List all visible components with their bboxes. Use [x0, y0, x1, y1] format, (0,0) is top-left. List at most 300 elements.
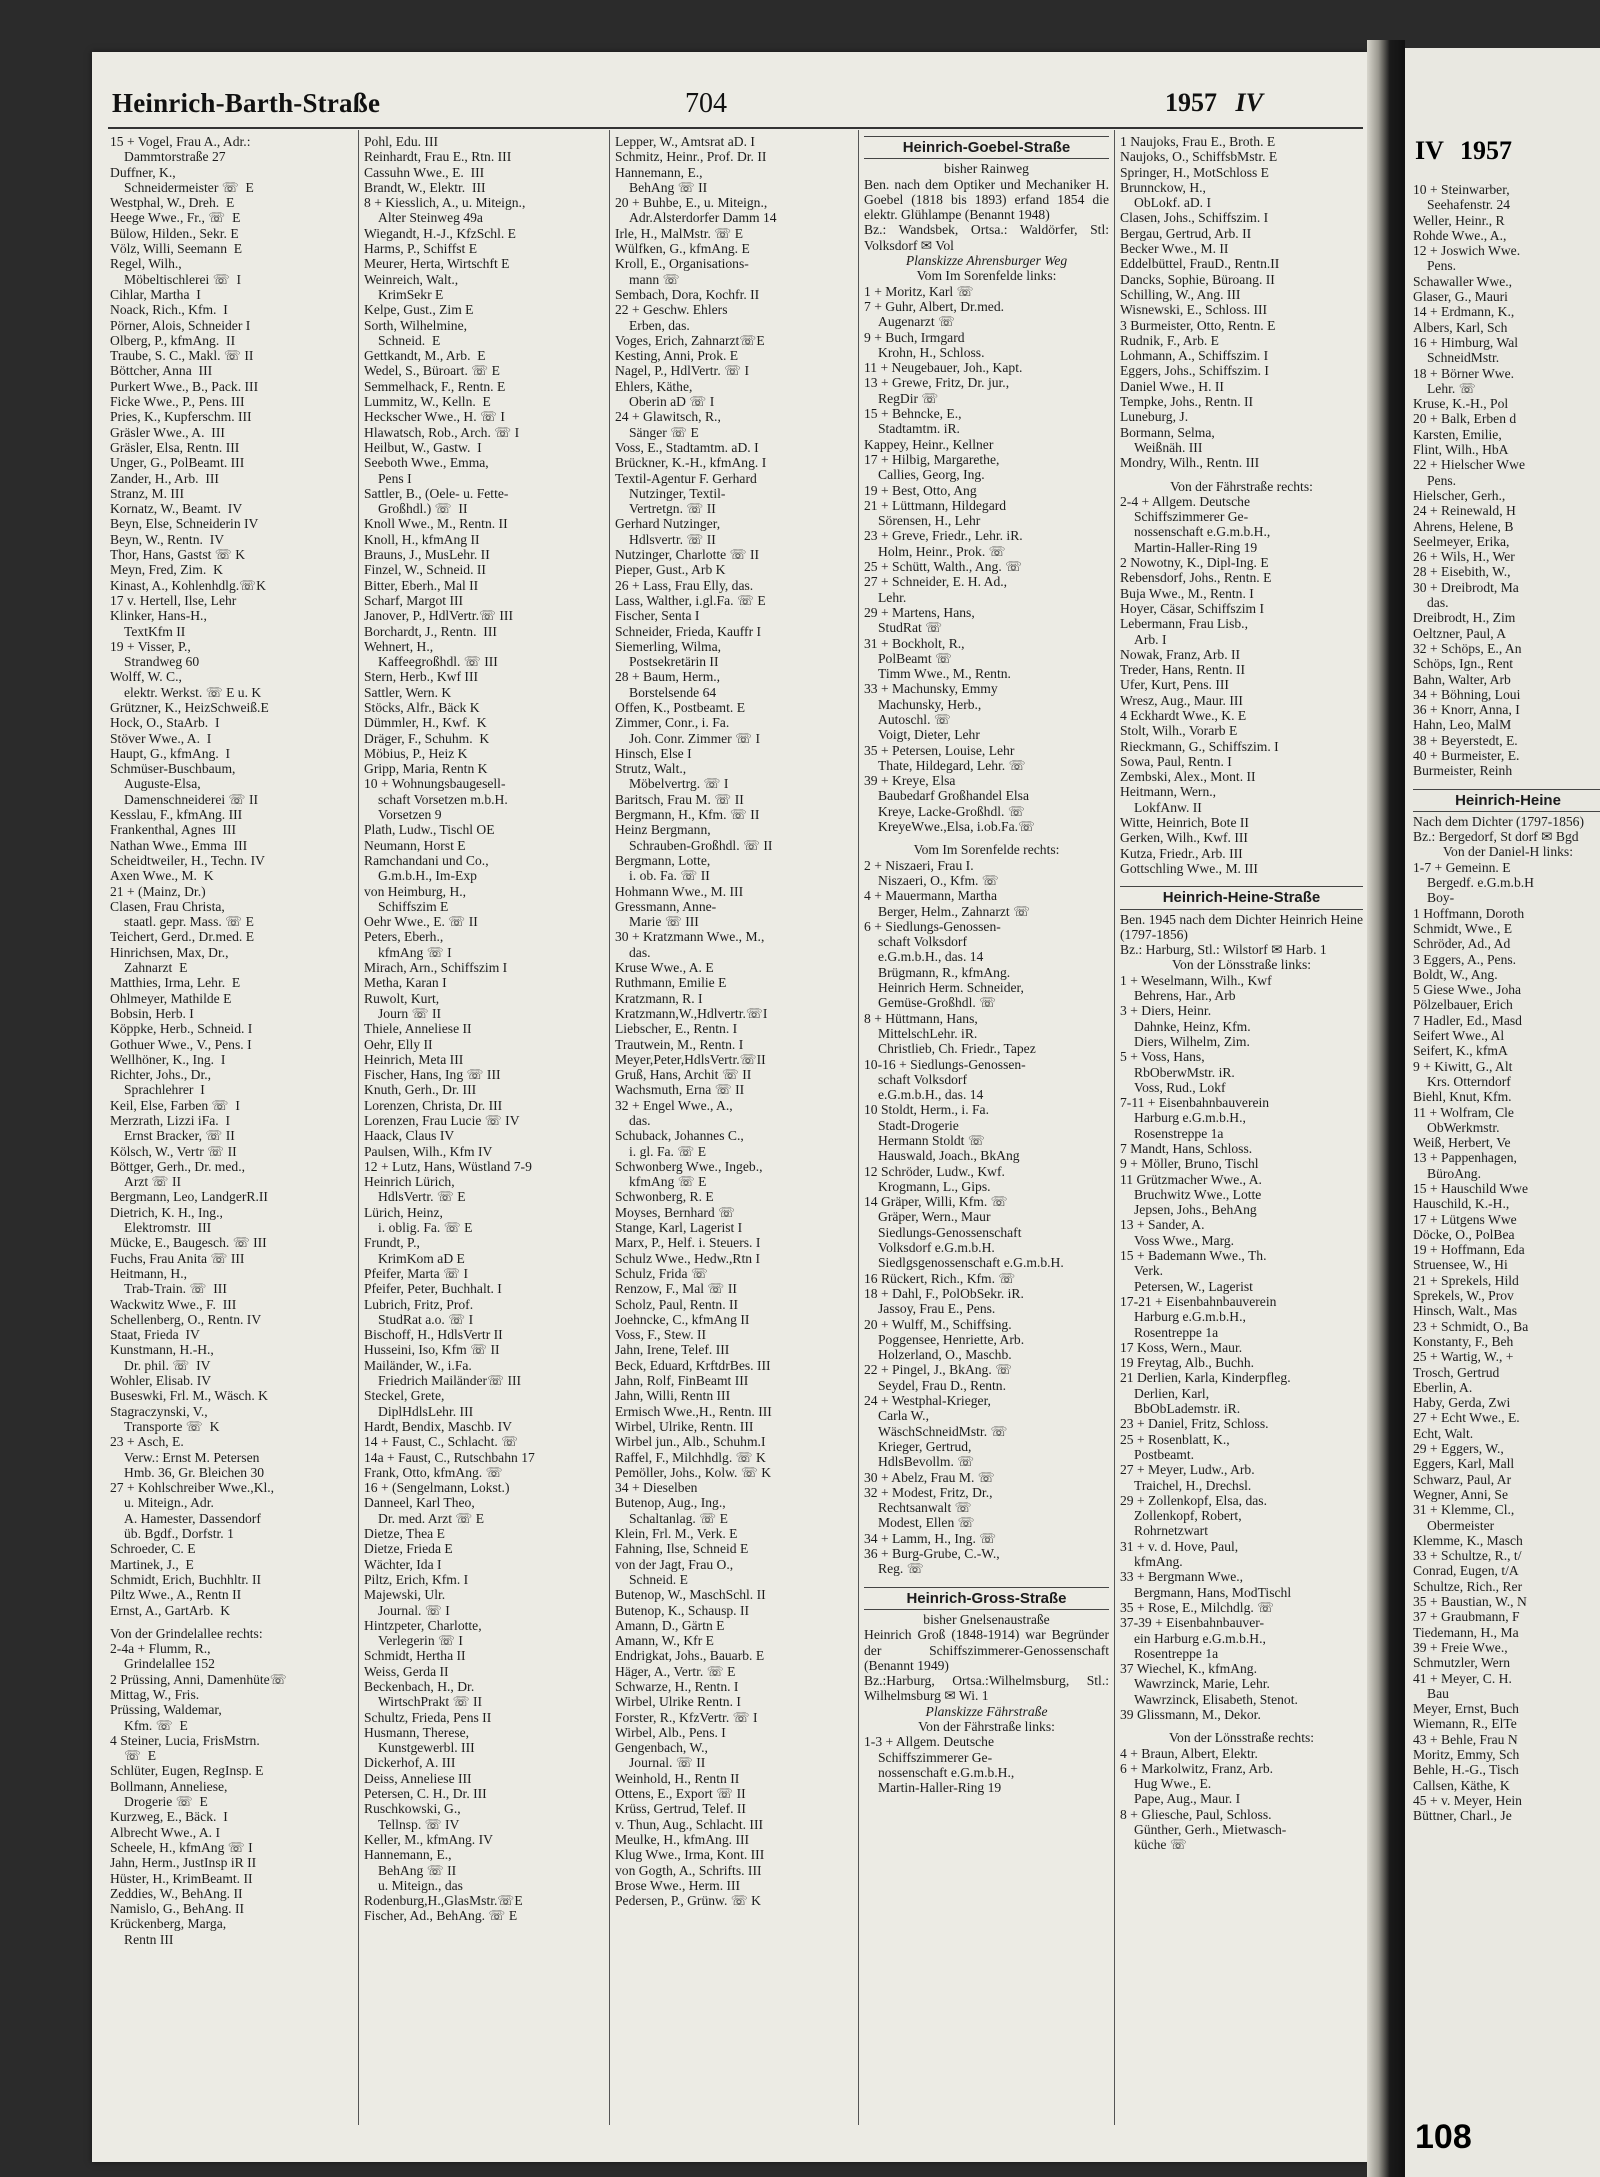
- directory-entry: Bergmann, Lotte,: [615, 852, 711, 868]
- directory-entry: Meulke, H., kfmAng. III: [615, 1831, 750, 1847]
- directory-entry-continuation: HdlsVertr. ☏ E: [378, 1189, 466, 1205]
- directory-entry-continuation: e.G.m.b.H., das. 14: [878, 1087, 984, 1103]
- directory-entry: 34 + Dieselben: [615, 1480, 698, 1496]
- directory-entry: 14 + Erdmann, K.,: [1413, 304, 1515, 320]
- directory-entry-continuation: Transporte ☏ K: [124, 1418, 220, 1434]
- directory-entry: Nowak, Franz, Arb. II: [1120, 646, 1241, 662]
- column-5: [1120, 134, 1363, 2137]
- directory-entry: Stange, Karl, Lagerist I: [615, 1220, 743, 1236]
- directory-entry: Endrigkat, Johs., Bauarb. E: [615, 1648, 765, 1664]
- directory-entry-continuation: Martin-Haller-Ring 19: [878, 1780, 1002, 1796]
- directory-entry-continuation: Schiffszimmerer Ge-: [878, 1749, 993, 1765]
- directory-entry-continuation: i. ob. Fa. ☏ II: [629, 868, 710, 884]
- directory-entry: Ottens, E., Export ☏ II: [615, 1786, 746, 1802]
- directory-entry-continuation: Arzt ☏ II: [124, 1174, 182, 1190]
- directory-entry: 32 + Schöps, E., An: [1413, 640, 1522, 656]
- directory-entry: 29 + Martens, Hans,: [864, 604, 975, 620]
- directory-entry: Schneider, Frieda, Kauffr I: [615, 623, 762, 639]
- directory-entry: Gothuer Wwe., V., Pens. I: [110, 1036, 252, 1052]
- directory-entry: 1 Hoffmann, Doroth: [1413, 905, 1525, 921]
- directory-entry: Gressmann, Anne-: [615, 898, 717, 914]
- directory-entry: Raffel, F., Milchhdlg. ☏ K: [615, 1449, 766, 1465]
- directory-entry-continuation: StudRat ☏: [878, 620, 943, 636]
- directory-entry: Jahn, Herm., JustInsp iR II: [110, 1855, 257, 1871]
- directory-entry-continuation: Seehafenstr. 24: [1427, 197, 1511, 213]
- directory-entry: 35 + Rose, E., Milchdlg. ☏: [1120, 1599, 1275, 1615]
- directory-entry: Mailänder, W., i.Fa.: [364, 1357, 472, 1373]
- directory-entry: Stolt, Wilh., Vorarb E: [1120, 723, 1238, 739]
- directory-entry: Häger, A., Vertr. ☏ E: [615, 1663, 736, 1679]
- directory-entry: Haby, Gerda, Zwi: [1413, 1395, 1511, 1411]
- directory-entry-continuation: Lehr.: [878, 589, 907, 605]
- directory-entry-continuation: LokfAnw. II: [1134, 799, 1202, 815]
- directory-entry: 13 + Pappenhagen,: [1413, 1150, 1517, 1166]
- directory-entry: 33 + Bergmann Wwe.,: [1120, 1569, 1244, 1585]
- directory-entry-continuation: Poggensee, Henriette, Arb.: [878, 1331, 1025, 1347]
- directory-entry: Pörner, Alois, Schneider I: [110, 317, 251, 333]
- directory-entry: Ramchandani und Co.,: [364, 852, 489, 868]
- directory-entry: Martinek, J., E: [110, 1556, 194, 1572]
- directory-entry-continuation: Alter Steinweg 49a: [378, 210, 483, 226]
- directory-entry-continuation: Boy-: [1427, 890, 1455, 906]
- directory-entry: 26 + Wils, H., Wer: [1413, 549, 1515, 565]
- directory-entry-continuation: üb. Bgdf., Dorfstr. 1: [124, 1526, 234, 1542]
- directory-entry: 32 + Engel Wwe., A.,: [615, 1097, 733, 1113]
- directory-entry: Stagraczynski, V.,: [110, 1403, 208, 1419]
- directory-entry: Matthies, Irma, Lehr. E: [110, 975, 241, 991]
- directory-entry: 27 + Schneider, E. H. Ad.,: [864, 574, 1008, 590]
- directory-entry-continuation: u. Miteign., Adr.: [124, 1495, 214, 1511]
- directory-entry-continuation: Journ ☏ II: [378, 1005, 442, 1021]
- directory-entry: 18 + Dahl, F., PolObSekr. iR.: [864, 1285, 1024, 1301]
- directory-entry: Regel, Wilh.,: [110, 256, 182, 272]
- adjacent-page: [1405, 48, 1600, 2177]
- directory-entry-continuation: Pens.: [1427, 258, 1457, 274]
- directory-entry: Haack, Claus IV: [364, 1128, 455, 1144]
- directory-entry: Frank, Otto, kfmAng. ☏: [364, 1464, 503, 1480]
- directory-entry: Brose Wwe., Herm. III: [615, 1877, 741, 1893]
- directory-entry-continuation: Verlegerin ☏ I: [378, 1633, 463, 1649]
- directory-entry: Brandt, W., Elektr. III: [364, 179, 486, 195]
- directory-entry: Siemerling, Wilma,: [615, 638, 722, 654]
- directory-entry: 17 + Hilbig, Margarethe,: [864, 451, 1000, 467]
- year-text: 1957: [1165, 88, 1217, 117]
- directory-entry: Amann, D., Gärtn E: [615, 1617, 725, 1633]
- directory-entry-continuation: Heinrich Herm. Schneider,: [878, 980, 1024, 996]
- section-note: Vom Im Sorenfelde links:: [916, 268, 1057, 284]
- directory-entry: 11 + Neugebauer, Joh., Kapt.: [864, 360, 1023, 376]
- directory-entry: Voss, E., Stadtamtm. aD. I: [615, 439, 759, 455]
- directory-entry-continuation: Journal. ☏ II: [629, 1755, 706, 1771]
- directory-entry: Schröder, Ad., Ad: [1413, 936, 1511, 952]
- directory-entry-continuation: Hdlsvertr. ☏ II: [629, 531, 716, 547]
- directory-entry: Brauns, J., MusLehr. II: [364, 547, 490, 563]
- directory-entry-continuation: BehAng ☏ II: [629, 179, 708, 195]
- section-note: Von der Fährstraße rechts:: [1170, 478, 1313, 494]
- directory-entry: Boldt, W., Ang.: [1413, 966, 1498, 982]
- directory-entry: Cassuhn Wwe., E. III: [364, 164, 485, 180]
- directory-entry: Bergmann, Leo, LandgerR.II: [110, 1189, 268, 1205]
- directory-entry: 4 Eckhardt Wwe., K. E: [1120, 707, 1247, 723]
- directory-entry-continuation: Autoschl. ☏: [878, 711, 951, 727]
- directory-entry-continuation: Sänger ☏ E: [629, 424, 699, 440]
- directory-entry: Wirbel, Ulrike, Rentn. III: [615, 1418, 754, 1434]
- directory-entry: 12 + Lutz, Hans, Wüstland 7-9: [364, 1158, 532, 1174]
- directory-entry: Kölsch, W., Vertr ☏ II: [110, 1143, 237, 1159]
- directory-entry-continuation: MittelschLehr. iR.: [878, 1025, 978, 1041]
- directory-entry: 12 + Joswich Wwe.: [1413, 243, 1521, 259]
- directory-entry-continuation: nossenschaft e.G.m.b.H.,: [1134, 524, 1271, 540]
- column-divider: [609, 130, 610, 2125]
- directory-entry: Schwarz, Paul, Ar: [1413, 1471, 1512, 1487]
- directory-entry-continuation: Sprachlehrer I: [124, 1082, 205, 1098]
- street-description: Bz.: Harburg, Stl.: Wilstorf ✉ Harb. 1: [1120, 942, 1327, 958]
- directory-entry: Ahrens, Helene, B: [1413, 518, 1514, 534]
- directory-entry: 33 + Schultze, R., t/: [1413, 1548, 1522, 1564]
- directory-entry: Büttner, Charl., Je: [1413, 1808, 1512, 1824]
- directory-entry: Amann, W., Kfr E: [615, 1633, 714, 1649]
- directory-entry: Pfeifer, Peter, Buchhalt. I: [364, 1281, 502, 1297]
- directory-entry-continuation: Bergedf. e.G.m.b.H: [1427, 875, 1534, 891]
- directory-entry-continuation: KrimSekr E: [378, 286, 444, 302]
- directory-entry-continuation: Auguste-Elsa,: [124, 776, 201, 792]
- directory-entry: Oeltzner, Paul, A: [1413, 625, 1507, 641]
- directory-entry: Tiedemann, H., Ma: [1413, 1624, 1519, 1640]
- directory-entry: 41 + Meyer, C. H.: [1413, 1670, 1512, 1686]
- directory-entry-continuation: Möbeltischlerei ☏ I: [124, 271, 242, 287]
- directory-entry: Purkert Wwe., B., Pack. III: [110, 378, 259, 394]
- directory-entry-continuation: Thate, Hildegard, Lehr. ☏: [878, 757, 1026, 773]
- directory-entry: Scheidtweiler, H., Techn. IV: [110, 852, 265, 868]
- directory-entry: Meyer,Peter,HdlsVertr.☏II: [615, 1051, 766, 1067]
- street-description: Bz.: Bergedorf, St dorf ✉ Bgd: [1413, 829, 1579, 845]
- directory-entry-continuation: ☏ E: [124, 1748, 157, 1764]
- directory-entry: 40 + Burmeister, E.: [1413, 747, 1520, 763]
- directory-entry-continuation: Krogmann, L., Gips.: [878, 1178, 991, 1194]
- directory-entry-continuation: Oberin aD ☏ I: [629, 394, 715, 410]
- directory-entry: 2-4 + Allgem. Deutsche: [1120, 493, 1250, 509]
- directory-entry-continuation: Pape, Aug., Maur. I: [1134, 1791, 1241, 1807]
- directory-entry: Ermisch Wwe.,H., Rentn. III: [615, 1403, 772, 1419]
- directory-entry: Butenop, W., MaschSchl. II: [615, 1587, 766, 1603]
- directory-entry: Fischer, Senta I: [615, 608, 700, 624]
- directory-entry: Treder, Hans, Rentn. II: [1120, 662, 1246, 678]
- directory-entry: 19 + Visser, P.,: [110, 638, 191, 654]
- directory-entry-continuation: kfmAng ☏ E: [629, 1174, 707, 1190]
- directory-entry: 20 + Buhbe, E., u. Miteign.,: [615, 195, 768, 211]
- directory-entry: Seeboth Wwe., Emma,: [364, 455, 489, 471]
- directory-entry: 4 + Mauermann, Martha: [864, 888, 997, 904]
- directory-entry: Völz, Willi, Seemann E: [110, 241, 243, 257]
- directory-entry: 43 + Behle, Frau N: [1413, 1731, 1518, 1747]
- directory-entry-continuation: ObWerkmstr.: [1427, 1119, 1500, 1135]
- directory-entry: Jahn, Rolf, FinBeamt III: [615, 1373, 749, 1389]
- directory-entry: Unger, G., PolBeamt. III: [110, 455, 245, 471]
- directory-entry: Naujoks, O., SchiffsbMstr. E: [1120, 149, 1278, 165]
- directory-entry: Weller, Heinr., R: [1413, 212, 1505, 228]
- directory-entry-continuation: Harburg e.G.m.b.H.,: [1134, 1309, 1246, 1325]
- directory-entry: Hinrichsen, Max, Dr.,: [110, 944, 229, 960]
- directory-entry: 13 + Grewe, Fritz, Dr. jur.,: [864, 375, 1010, 391]
- directory-entry: Hohmann Wwe., M. III: [615, 883, 744, 899]
- directory-entry: Eggers, Johs., Schiffszim. I: [1120, 363, 1269, 379]
- directory-entry: Schulz, Frida ☏: [615, 1265, 708, 1281]
- directory-entry: Eddelbüttel, FrauD., Rentn.II: [1120, 256, 1280, 272]
- directory-entry-continuation: Holzerland, O., Maschb.: [878, 1347, 1012, 1363]
- directory-entry: Heilbut, W., Gastw. I: [364, 439, 482, 455]
- directory-entry-continuation: Pens I: [378, 470, 412, 486]
- directory-entry-continuation: Schiffszimmerer Ge-: [1134, 509, 1249, 525]
- directory-entry-continuation: das.: [629, 944, 651, 960]
- directory-entry-continuation: WirtschPrakt ☏ II: [378, 1694, 483, 1710]
- directory-entry: v. Thun, Aug., Schlacht. III: [615, 1816, 763, 1832]
- directory-entry: Schulz Wwe., Hedw.,Rtn I: [615, 1250, 760, 1266]
- directory-entry-continuation: Gemüse-Großhdl. ☏: [878, 995, 997, 1011]
- directory-entry: Flint, Wilh., HbA: [1413, 442, 1509, 458]
- directory-entry-continuation: Vertretgn. ☏ II: [629, 501, 716, 517]
- adjacent-header-year: 1957: [1459, 136, 1512, 165]
- directory-entry: 10 + Steinwarber,: [1413, 182, 1510, 197]
- directory-entry: Pries, K., Kupferschm. III: [110, 409, 252, 425]
- directory-entry: Knuth, Gerh., Dr. III: [364, 1082, 477, 1098]
- map-reference: Planskizze Ahrensburger Weg: [905, 253, 1068, 269]
- directory-entry-continuation: Schiffszim E: [378, 898, 449, 914]
- directory-entry-continuation: küche ☏: [1134, 1837, 1187, 1853]
- directory-entry-continuation: Weißnäh. III: [1134, 439, 1203, 455]
- directory-entry-continuation: Kreye, Lacke-Großhdl. ☏: [878, 803, 1025, 819]
- directory-entry-continuation: Rechtsanwalt ☏: [878, 1500, 972, 1516]
- directory-entry: 23 + Schmidt, O., Ba: [1413, 1318, 1529, 1334]
- directory-entry-continuation: KreyeWwe.,Elsa, i.ob.Fa.☏: [878, 819, 1036, 835]
- directory-entry: 17 v. Hertell, Ilse, Lehr: [110, 592, 237, 608]
- directory-entry-continuation: Strandweg 60: [124, 654, 200, 670]
- directory-entry: Husseini, Iso, Kfm ☏ II: [364, 1342, 500, 1358]
- directory-entry: Albers, Karl, Sch: [1413, 319, 1508, 335]
- directory-entry: 30 + Abelz, Frau M. ☏: [864, 1469, 995, 1485]
- directory-entry: 31 + Klemme, Cl.,: [1413, 1502, 1515, 1518]
- directory-entry: Hielscher, Gerh.,: [1413, 487, 1506, 503]
- street-description: Nach dem Dichter (1797-1856): [1413, 813, 1584, 829]
- directory-entry-continuation: Rosentreppe 1a: [1134, 1324, 1219, 1340]
- directory-entry: Piltz Wwe., A., Rentn II: [110, 1587, 242, 1603]
- directory-entry: 2-4a + Flumm, R.,: [110, 1641, 211, 1657]
- directory-entry: Klein, Frl. M., Verk. E: [615, 1526, 738, 1542]
- directory-entry: Semmelhack, F., Rentn. E: [364, 378, 506, 394]
- directory-entry-continuation: Zahnarzt E: [124, 960, 188, 976]
- directory-entry: Borchardt, J., Rentn. III: [364, 623, 497, 639]
- directory-entry-continuation: Obermeister: [1427, 1517, 1495, 1533]
- directory-entry-continuation: G.m.b.H., Im-Exp: [378, 868, 477, 884]
- directory-entry: 20 + Balk, Erben d: [1413, 411, 1517, 427]
- street-description: Ben. nach dem Optiker und Mechaniker H. Goebel (1818 bis 1893) erfand 1854 die elektr. Glühlampe (Benannt 1948): [864, 176, 1109, 223]
- directory-entry: 14 Gräper, Willi, Kfm. ☏: [864, 1194, 1008, 1210]
- directory-entry: Lebermann, Frau Lisb.,: [1120, 616, 1248, 632]
- directory-entry-continuation: Tellnsp. ☏ IV: [378, 1816, 460, 1832]
- directory-entry: Wisnewski, E., Schloss. III: [1120, 302, 1268, 318]
- spacer: [1413, 779, 1600, 787]
- directory-entry-continuation: Brügmann, R., kfmAng.: [878, 964, 1011, 980]
- directory-entry: Scharf, Margot III: [364, 592, 464, 608]
- directory-entry-continuation: Holm, Heinr., Prok. ☏: [878, 543, 1006, 559]
- directory-entry: 36 + Burg-Grube, C.-W.,: [864, 1546, 1000, 1562]
- directory-entry: Bahn, Walter, Arb: [1413, 671, 1511, 687]
- directory-entry: 30 + Kratzmann Wwe., M.,: [615, 929, 765, 945]
- directory-entry: Wächter, Ida I: [364, 1556, 442, 1572]
- directory-entry: Bollmann, Anneliese,: [110, 1778, 228, 1794]
- directory-entry: Mondry, Wilh., Rentn. III: [1120, 455, 1260, 471]
- directory-entry: Grützner, K., HeizSchweiß.E: [110, 699, 269, 715]
- directory-entry: 15 + Vogel, Frau A., Adr.:: [110, 134, 251, 149]
- directory-entry: 33 + Machunsky, Emmy: [864, 681, 998, 697]
- directory-entry: Schawaller Wwe.,: [1413, 273, 1513, 289]
- directory-entry: Ficke Wwe., P., Pens. III: [110, 394, 245, 410]
- directory-entry-continuation: Schrauben-Großhdl. ☏ II: [629, 837, 773, 853]
- directory-entry: 2 + Niszaeri, Frau I.: [864, 857, 974, 873]
- directory-entry-continuation: Martin-Haller-Ring 19: [1134, 539, 1258, 555]
- directory-entry: Lubrich, Fritz, Prof.: [364, 1296, 474, 1312]
- directory-entry: Hannemann, E.,: [615, 164, 703, 180]
- directory-entry-continuation: elektr. Werkst. ☏ E u. K: [124, 684, 262, 700]
- directory-entry: Hinsch, Walt., Mas: [1413, 1303, 1517, 1319]
- directory-entry-continuation: Friedrich Mailänder☏ III: [378, 1373, 522, 1389]
- directory-entry: 12 Schröder, Ludw., Kwf.: [864, 1163, 1005, 1179]
- section-note: Von der Lönsstraße links:: [1171, 957, 1312, 973]
- column-2: [364, 134, 604, 2137]
- directory-entry: Daniel Wwe., H. II: [1120, 378, 1224, 394]
- spacer: [864, 1577, 1109, 1585]
- street-heading: Heinrich-Goebel-Straße: [864, 136, 1109, 159]
- directory-entry: Krüss, Gertrud, Telef. II: [615, 1801, 746, 1817]
- directory-entry: Bitter, Eberh., Mal II: [364, 577, 479, 593]
- directory-entry: Schlüter, Eugen, RegInsp. E: [110, 1763, 264, 1779]
- directory-entry-continuation: StudRat a.o. ☏ I: [378, 1311, 474, 1327]
- directory-entry: Staat, Frieda IV: [110, 1327, 200, 1343]
- directory-entry-continuation: Derlien, Karl,: [1134, 1385, 1210, 1401]
- directory-entry: Duffner, K.,: [110, 164, 176, 180]
- directory-entry: Kappey, Heinr., Kellner: [864, 436, 994, 452]
- directory-entry: Kesslau, F., kfmAng. III: [110, 807, 243, 823]
- directory-entry: Glaser, G., Mauri: [1413, 289, 1508, 305]
- directory-entry: Conrad, Eugen, t/A: [1413, 1563, 1519, 1579]
- directory-entry: Renzow, F., Mal ☏ II: [615, 1281, 737, 1297]
- directory-entry: Döcke, O., PolBea: [1413, 1226, 1515, 1242]
- directory-entry: Namislo, G., BehAng. II: [110, 1901, 245, 1917]
- directory-entry: Zembski, Alex., Mont. II: [1120, 769, 1256, 785]
- directory-entry-continuation: Kaffeegroßhdl. ☏ III: [378, 654, 498, 670]
- directory-entry-continuation: Postsekretärin II: [629, 654, 719, 670]
- directory-entry: 38 + Beyerstedt, E.: [1413, 732, 1518, 748]
- directory-entry: Kinast, A., Kohlenhdlg.☏K: [110, 577, 266, 593]
- directory-entry-continuation: Stadt-Drogerie: [878, 1117, 959, 1133]
- directory-entry-continuation: das.: [629, 1113, 651, 1128]
- directory-entry: Hinsch, Else I: [615, 745, 692, 761]
- spacer: [110, 1618, 352, 1626]
- directory-entry-continuation: Augenarzt ☏: [878, 314, 956, 330]
- directory-entry-continuation: ein Harburg e.G.m.b.H.,: [1134, 1630, 1266, 1646]
- directory-entry: Thiele, Anneliese II: [364, 1021, 472, 1037]
- directory-entry: Wachsmuth, Erna ☏ II: [615, 1082, 745, 1098]
- directory-entry: Majewski, Ulr.: [364, 1587, 446, 1603]
- directory-entry-continuation: u. Miteign., das: [378, 1877, 463, 1893]
- directory-entry: Stranz, M. III: [110, 485, 184, 501]
- directory-entry: Beck, Eduard, KrftdrBes. III: [615, 1357, 771, 1373]
- directory-entry: Fuchs, Frau Anita ☏ III: [110, 1250, 245, 1266]
- directory-entry: Kruse, K.-H., Pol: [1413, 396, 1509, 412]
- directory-entry: Zander, H., Arb. III: [110, 470, 219, 486]
- directory-entry: Strutz, Walt.,: [615, 761, 687, 777]
- directory-entry: 18 + Börner Wwe.: [1413, 365, 1515, 381]
- directory-entry: 17 + Lütgens Wwe: [1413, 1211, 1517, 1227]
- directory-entry: Wellhöner, K., Ing. I: [110, 1051, 226, 1067]
- directory-entry: Hahn, Leo, MalM: [1413, 717, 1512, 733]
- page-year: [1165, 88, 1263, 118]
- directory-entry: Offen, K., Postbeamt. E: [615, 699, 746, 715]
- column-3: [615, 134, 853, 2137]
- directory-entry: von Gogth, A., Schrifts. III: [615, 1862, 762, 1878]
- directory-entry-continuation: Seydel, Frau D., Rentn.: [878, 1377, 1006, 1393]
- directory-entry: Heinrich Lürich,: [364, 1174, 455, 1190]
- directory-entry-continuation: kfmAng ☏ I: [378, 944, 452, 960]
- directory-entry: Brunnckow, H.,: [1120, 179, 1206, 195]
- directory-entry: Mücke, E., Baugesch. ☏ III: [110, 1235, 267, 1251]
- directory-entry: 3 Eggers, A., Pens.: [1413, 951, 1517, 967]
- directory-entry: Ufer, Kurt, Pens. III: [1120, 677, 1229, 693]
- directory-entry: 1 Naujoks, Frau E., Broth. E: [1120, 134, 1276, 149]
- directory-entry: Schmüser-Buschbaum,: [110, 761, 236, 777]
- directory-entry-continuation: kfmAng.: [1134, 1554, 1183, 1570]
- section-note: Von der Daniel-H links:: [1442, 844, 1573, 860]
- directory-entry-continuation: Modest, Ellen ☏: [878, 1515, 975, 1531]
- directory-entry: Hintzpeter, Charlotte,: [364, 1617, 482, 1633]
- directory-entry: Bergau, Gertrud, Arb. II: [1120, 225, 1252, 241]
- directory-entry-continuation: Rentn III: [124, 1931, 174, 1947]
- section-note: Vom Im Sorenfelde rechts:: [913, 842, 1060, 858]
- directory-entry: Lass, Walther, i.gl.Fa. ☏ E: [615, 592, 766, 608]
- directory-entry: Burmeister, Reinh: [1413, 763, 1513, 779]
- directory-entry: Schmidt, Wwe., E: [1413, 920, 1513, 936]
- directory-entry: 5 + Voss, Hans,: [1120, 1049, 1205, 1065]
- directory-entry-continuation: Harburg e.G.m.b.H.,: [1134, 1110, 1246, 1126]
- directory-entry: Hlawatsch, Rob., Arch. ☏ I: [364, 424, 520, 440]
- directory-entry: Meurer, Herta, Wirtschft E: [364, 256, 510, 272]
- directory-entry-continuation: Rohrnetzwart: [1134, 1523, 1208, 1539]
- directory-entry: Plath, Ludw., Tischl OE: [364, 822, 495, 838]
- directory-entry: 3 + Diers, Heinr.: [1120, 1003, 1212, 1019]
- directory-entry: Richter, Johs., Dr.,: [110, 1067, 212, 1083]
- directory-entry-continuation: Hauswald, Joach., BkAng: [878, 1148, 1020, 1164]
- directory-entry: Kutza, Friedr., Arb. III: [1120, 845, 1243, 861]
- directory-entry: Beyn, W., Rentn. IV: [110, 531, 225, 547]
- directory-entry: von der Jagt, Frau O.,: [615, 1556, 734, 1572]
- directory-entry: Behle, H.-G., Tisch: [1413, 1762, 1519, 1778]
- directory-entry: Möbius, P., Heiz K: [364, 745, 468, 761]
- directory-entry-continuation: Reg. ☏: [878, 1561, 924, 1577]
- directory-entry: Scholz, Paul, Rentn. II: [615, 1296, 739, 1312]
- directory-entry-continuation: HdlsBevollm. ☏: [878, 1454, 975, 1470]
- directory-entry: Callsen, Käthe, K: [1413, 1777, 1510, 1793]
- directory-entry: Sattler, B., (Oele- u. Fette-: [364, 485, 509, 501]
- directory-entry: Buseswki, Frl. M., Wäsch. K: [110, 1388, 268, 1404]
- directory-entry-continuation: Bau: [1427, 1685, 1449, 1701]
- directory-entry: Fahning, Ilse, Schneid E: [615, 1541, 749, 1557]
- page-number: 704: [685, 88, 727, 119]
- directory-entry: Stöcks, Alfr., Bäck K: [364, 699, 480, 715]
- directory-entry: 16 + (Sengelmann, Lokst.): [364, 1480, 510, 1496]
- directory-entry: Cihlar, Martha I: [110, 286, 201, 302]
- directory-entry: Pfeifer, Marta ☏ I: [364, 1265, 469, 1281]
- directory-entry: Ruwolt, Kurt,: [364, 990, 440, 1006]
- directory-entry-continuation: Schneid. E: [378, 332, 441, 348]
